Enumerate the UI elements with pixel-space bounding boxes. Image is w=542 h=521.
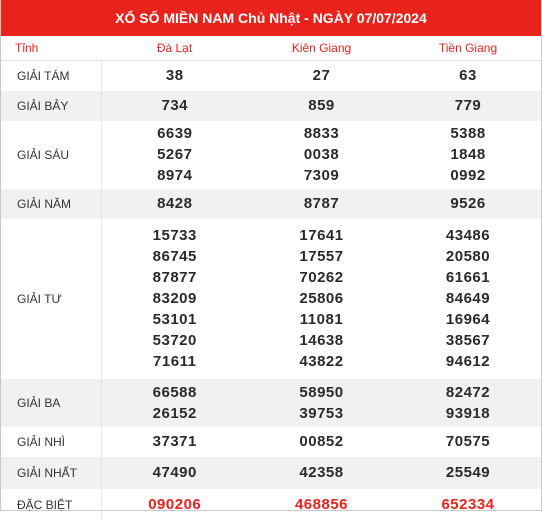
prize-number: 42358 [299, 464, 344, 481]
prize-row [1, 91, 541, 121]
prize-number: 37371 [152, 433, 197, 450]
prize-cell [395, 61, 541, 91]
province-header-label: Tỉnh [1, 36, 101, 61]
prize-number: 859 [308, 97, 335, 114]
prize-number: 66588 [152, 383, 197, 401]
prize-number: 17557 [299, 248, 344, 265]
prize-number: 25549 [445, 464, 491, 481]
prize-number: 8428 [157, 195, 193, 212]
prize-number: 16964 [445, 311, 491, 328]
prize-cell [248, 91, 395, 121]
province-name[interactable]: Tiền Giang [395, 36, 541, 61]
prize-number: 20580 [445, 248, 491, 265]
province-name[interactable]: Đà Lạt [101, 36, 248, 61]
prize-cell [101, 219, 248, 379]
prize-cell [248, 219, 395, 379]
prize-number: 26152 [152, 404, 197, 422]
prize-row [1, 189, 541, 219]
prize-number: 39753 [299, 404, 344, 422]
prize-cell [101, 457, 248, 489]
prize-number: 9526 [450, 195, 486, 212]
prize-cell [395, 489, 541, 521]
prize-number: 8974 [157, 167, 193, 184]
prize-row [1, 489, 541, 521]
prize-row [1, 379, 541, 427]
prize-number: 61661 [445, 269, 491, 286]
province-name[interactable]: Kiên Giang [248, 36, 395, 61]
prize-number: 11081 [299, 311, 344, 328]
prize-number: 82472 [445, 383, 491, 401]
header-row [1, 36, 541, 61]
results-title: XỔ SỐ MIỀN NAM Chủ Nhật - NGÀY 07/07/2024 [1, 0, 541, 36]
prize-number: 8787 [303, 195, 340, 212]
prize-label: GIẢI NĂM [1, 189, 101, 219]
prize-number: 70575 [445, 433, 491, 450]
prize-number: 38567 [445, 332, 491, 349]
prize-number: 734 [161, 97, 189, 114]
prize-number: 43486 [445, 227, 491, 244]
prize-number: 43822 [299, 353, 344, 370]
prize-number: 38 [165, 67, 184, 85]
prize-row [1, 121, 541, 189]
prize-number: 84649 [445, 290, 491, 307]
prize-cell [395, 457, 541, 489]
prize-label: ĐẶC BIỆT [1, 489, 101, 521]
special-prize-number: 652334 [441, 496, 495, 513]
prize-number: 83209 [152, 290, 197, 307]
prize-label: GIẢI BẢY [1, 91, 101, 121]
prize-cell [395, 427, 541, 457]
prize-label: GIẢI NHÌ [1, 427, 101, 457]
special-prize-number: 090206 [148, 496, 202, 513]
prize-cell [248, 457, 395, 489]
prize-row [1, 219, 541, 379]
prize-number: 94612 [445, 353, 491, 370]
prize-number: 17641 [299, 227, 344, 244]
prize-number: 63 [459, 67, 477, 85]
prize-cell [395, 91, 541, 121]
prize-number: 5388 [450, 125, 486, 142]
prize-cell [248, 121, 395, 189]
results-table [1, 36, 541, 521]
prize-label: GIẢI SÁU [1, 121, 101, 189]
prize-cell [248, 489, 395, 521]
prize-number: 87877 [152, 269, 197, 286]
prize-cell [248, 427, 395, 457]
prize-number: 53101 [152, 311, 197, 328]
prize-label: GIẢI TƯ [1, 219, 101, 379]
prize-number: 00852 [299, 433, 344, 450]
prize-label: GIẢI TÁM [1, 61, 101, 91]
prize-number: 15733 [152, 227, 197, 244]
prize-cell [395, 189, 541, 219]
prize-number: 58950 [299, 383, 344, 401]
prize-cell [101, 121, 248, 189]
prize-number: 71611 [153, 353, 197, 370]
prize-cell [248, 379, 395, 427]
prize-label: GIẢI BA [1, 379, 101, 427]
prize-cell [248, 189, 395, 219]
prize-cell [248, 61, 395, 91]
prize-number: 93918 [445, 404, 491, 422]
prize-label: GIẢI NHẤT [1, 457, 101, 489]
prize-row [1, 457, 541, 489]
prize-number: 0038 [303, 146, 340, 163]
prize-number: 5267 [157, 146, 193, 163]
special-prize-number: 468856 [294, 496, 349, 513]
prize-number: 0992 [450, 167, 486, 184]
prize-number: 14638 [299, 332, 344, 349]
prize-number: 86745 [152, 248, 197, 265]
prize-number: 7309 [303, 167, 340, 184]
prize-cell [101, 427, 248, 457]
prize-number: 53720 [152, 332, 197, 349]
prize-number: 47490 [152, 464, 197, 481]
prize-cell [101, 61, 248, 91]
prize-number: 6639 [157, 125, 193, 142]
prize-cell [395, 379, 541, 427]
prize-row [1, 427, 541, 457]
prize-number: 25806 [299, 290, 344, 307]
prize-row [1, 61, 541, 91]
prize-number: 1848 [450, 146, 486, 163]
prize-number: 70262 [299, 269, 344, 286]
prize-cell [101, 489, 248, 521]
prize-cell [395, 121, 541, 189]
prize-number: 27 [312, 67, 331, 85]
prize-cell [101, 379, 248, 427]
prize-cell [101, 91, 248, 121]
prize-number: 779 [454, 97, 482, 114]
prize-cell [101, 189, 248, 219]
prize-number: 8833 [303, 125, 340, 142]
prize-cell [395, 219, 541, 379]
